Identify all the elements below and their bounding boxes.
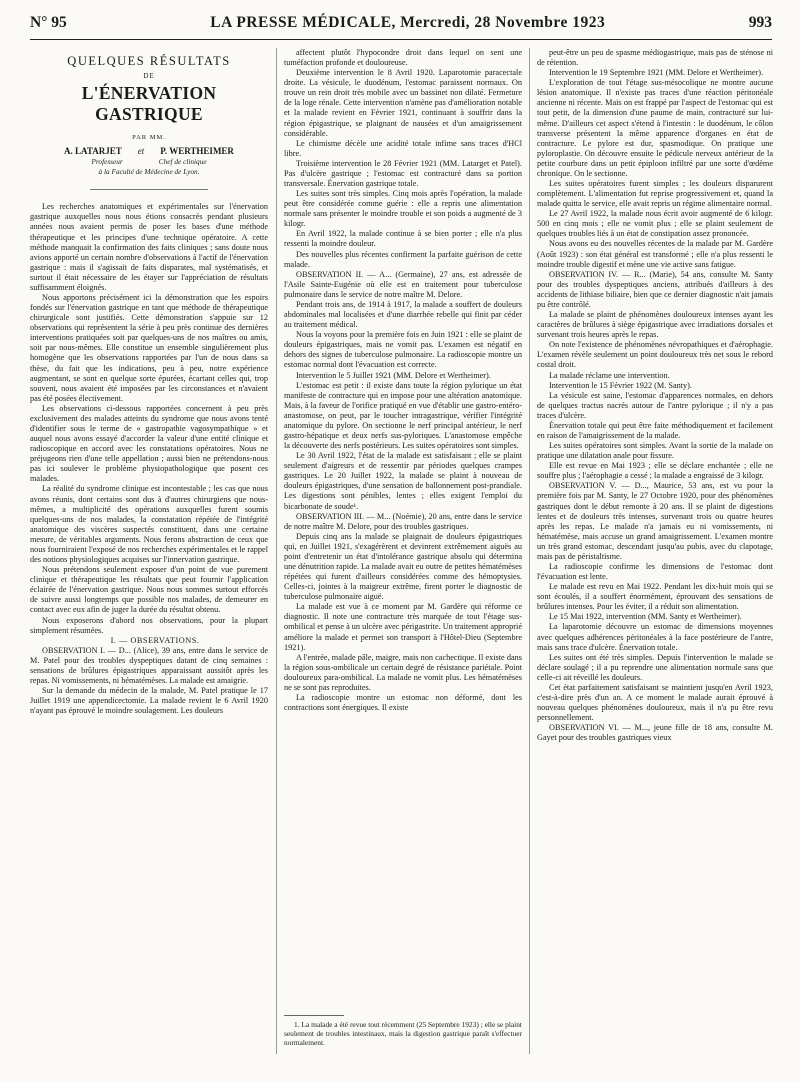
author-conjunction: et [137,145,145,156]
paragraph: Les observations ci-dessous rapportées concernent à peu près exclusivement des malades atteints du syndrome que nous avons tenté d'identifier sous le terme de « gastropathie vagosympathique » et auquel nous avons essayé d'accorder la valeur d'une entité clinique et radioscopique en accord avec les constatations opératoires. Nous ne préjugeons rien d'une telle appellation ; aussi bien ne prétendons-nous pas ici soulever le problème physiopathologique que posent ces malades. [30,403,268,484]
paragraph: La vésicule est saine, l'estomac d'apparences normales, en dehors de quelques tractus nacrés autour de l'antre pylorique ; il n'y a pas traces d'ulcère. [537,390,773,420]
paragraph: Des nouvelles plus récentes confirment la parfaite guérison de cette malade. [284,249,522,269]
paragraph: On note l'existence de phénomènes névropathiques et d'aérophagie. L'examen révèle seulement un point douloureux très net sous le rebord costal droit. [537,340,773,370]
faculty: à la Faculté de Médecine de Lyon. [98,167,200,177]
column-1 [30,48,268,716]
paragraph: Nous la voyons pour la première fois en Juin 1921 : elle se plaint de douleurs épigastriques, mais ne vomit pas. L'examen est négatif en dehors des signes de tuberculose pulmonaire. La radioscopie montre un estomac normal dont l'évacuation est correcte. [284,330,522,370]
page-number: 993 [748,14,772,31]
paragraph: OBSERVATION VI. — M..., jeune fille de 18 ans, consulte M. Gayet pour des troubles gastriques vieux [537,723,773,743]
paragraph: peut-être un peu de spasme médiogastrique, mais pas de sténose ni de rétention. [537,48,773,68]
paragraph: Nous exposerons d'abord nos observations, pour la plupart simplement résumées. [30,615,268,635]
author-roles [30,158,268,167]
paragraph: Sur la demande du médecin de la malade, M. Patel pratique le 17 Juillet 1919 une appendicectomie. La malade revient le 6 Avril 1920 n'ayant pas éprouvé le moindre soulagement. Les douleurs [30,686,268,716]
paragraph: affectent plutôt l'hypocondre droit dans lequel on sent une tuméfaction profonde et douloureuse. [284,48,522,68]
footnote-rule [284,1015,344,1016]
paragraph: Les suites sont très simples. Cinq mois après l'opération, la malade peut être considérée comme guérie : elle a repris une alimentation normale sans présenter le moindre trouble et son poids a augmenté de 3 kilogr. [284,189,522,229]
title-de: DE [143,72,155,81]
paragraph: OBSERVATION III. — M... (Noémie), 20 ans, entre dans le service de notre maître M. Delore, pour des troubles gastriques. [284,511,522,531]
column-3 [537,48,773,743]
paragraph: La radioscopie montre un estomac non déformé, dont les contractions sont énergiques. Il existe [284,693,522,713]
paragraph: OBSERVATION II. — A... (Germaine), 27 ans, est adressée de l'Asile Sainte-Eugénie où elle est en traitement pour tuberculose pulmonaire dans le service de notre maître M. Delore. [284,269,522,299]
paragraph: Les suites opératoires furent simples ; les douleurs disparurent complètement. L'alimentation fut reprise progressivement et, quand la malade quitta le service, elle avait repris un régime alimentaire normal. [537,179,773,209]
paragraph: Deuxième intervention le 8 Avril 1920. Laparotomie paracectale droite. La vésicule, le duodénum, l'estomac paraissent normaux. On trouve un rein droit très mobile avec un bassinet non dilaté. Fermeture de la loge rénale. Cette intervention n'amène pas d'amélioration notable et la malade revient en Février 1921, continuant à souffrir dans la région épigastrique, se plaignant de nausées et d'un amaigrissement considérable. [284,68,522,138]
byline-par: PAR MM. [132,133,166,141]
title-rule [90,189,208,190]
paragraph: En Avril 1922, la malade continue à se bien porter ; elle n'a plus ressenti la moindre douleur. [284,229,522,249]
paragraph: Intervention le 19 Septembre 1921 (MM. Delore et Wertheimer). [549,68,764,78]
footnote [284,1015,522,1047]
role-2: Chef de clinique [158,157,207,167]
role-1: Professeur [91,157,123,167]
paragraph: Le 27 Avril 1922, la malade nous écrit avoir augmenté de 6 kilogr. 500 en cinq mois ; elle ne vomit plus ; elle se plaint seulement de quelques troubles liés à un état de constipation assez prononcée. [537,209,773,239]
paragraph: Depuis cinq ans la malade se plaignait de douleurs épigastriques qui, en Juillet 1921, s'exagérèrent et devinrent extrêmement aiguës au point d'entretenir un état d'intolérance gastrique absolu qui détermina une dénutrition rapide. La malade avait eu outre de petites hématémèses répétées qui furent d'ailleurs considérées comme des hémoptysies. Celles-ci, jointes à la maigreur extrême, firent porter le diagnostic de tuberculose pulmonaire aiguë. [284,531,523,602]
paragraph: OBSERVATION V. — D..., Maurice, 53 ans, est vu pour la première fois par M. Santy, le 27 Octobre 1920, pour des phénomènes gastriques dont le début remonte à 20 ans. Il se plaint de digestions lentes et de douleurs très intenses, survenant trois ou quatre heures après les repas. Le malade n'a jamais eu ni vomissements, ni hématémèse, mais accuse un grand amaigrissement. L'examen montre un très grand estomac, descendant jusqu'au pubis, avec du clapotage, mais pas de péristaltisme. [537,481,773,561]
paragraph: La radioscopie confirme les dimensions de l'estomac dont l'évacuation est lente. [537,561,773,582]
paragraph: Cet état parfaitement satisfaisant se maintient jusqu'en Avril 1923, c'est-à-dire près d'un an. A ce moment le malade aurait éprouvé à nouveau quelques phénomènes douloureux, mais il n'a pu être revu personnellement. [537,682,773,723]
paragraph: Les recherches anatomiques et expérimentales sur l'énervation gastrique auxquelles nous nous étions consacrés pendant plusieurs années nous avaient permis de poser les bases d'une méthode thérapeutique et les principes d'une technique opératoire. A cette méthode manquait la confirmation des faits cliniques ; sans doute nous avions apporté un certain nombre d'observations à l'actif de l'énervation gastrique : mais il s'agissait de faits disparates, mal systématisés, et surtout il était nécessaire de les étayer sur l'appréciation de résultats suffisamment éloignés. [30,202,268,292]
paragraph: Elle est revue en Mai 1923 ; elle se déclare enchantée ; elle ne souffre plus ; l'aérophagie a cessé ; la malade a engraissé de 3 kilogr. [537,461,773,481]
paragraph: L'exploration de tout l'étage sus-mésocolique ne montre aucune lésion anatomique. Il n'existe pas traces d'une réaction péritonéale ancienne ni récente. Mais on est frappé par l'aspect de l'estomac qui est tout petit, de la dimension d'une paume de main, contracturé sur lui-même. D'ailleurs cet aspect s'étend à l'intestin : le duodénum, le côlon transverse présentent la même apparence d'organes en état de contracture. Le pylore est dur, spasmodique. On pratique une pyloroplastie. On découvre ensuite le pédicule nerveux antérieur de la petite courbure dans un petit épiploon infiltré par une sorte d'œdème chronique. On le sectionne. [537,78,773,178]
paragraph: Intervention le 5 Juillet 1921 (MM. Delore et Wertheimer). [296,370,491,380]
paragraph: La malade se plaint de phénomènes douloureux intenses ayant les caractères de brûlures à siège épigastrique avec irradiations dorsales et survenant trois heures après le repas. [537,310,773,340]
paragraph: Nous prétendons seulement exposer d'un point de vue purement clinique et thérapeutique les résultats que peut fournir l'application éclairée de l'énervation gastrique. Nous nous sommes surtout efforcés de suivre aussi longtemps que possible nos malades, de demeurer en contact avec eux afin de juger la durée du résultat obtenu. [30,565,268,615]
paragraph: Les suites ont été très simples. Depuis l'intervention le malade se déclare soulagé ; il a pu reprendre une alimentation normale sans que celle-ci ait réveillé les douleurs. [537,652,773,682]
paragraph: A l'entrée, malade pâle, maigre, mais non cachectique. Il existe dans la région sous-ombilicale un certain degré de résistance pariétale. Point douloureux para-ombilical. La malade ne vomit plus. Les hématémèses ne se sont pas reproduites. [284,652,522,692]
section-heading: I. — OBSERVATIONS. [110,635,200,645]
column-2 [284,48,522,713]
paragraph: La réalité du syndrome clinique est incontestable ; les cas que nous avons réunis, dont certains sont dus à d'autres chirurgiens que nous-mêmes, a multiplicité des opérations auxquelles furent soumis quelques-uns de nos malades, la constatation répétée de l'intégrité anatomique des viscères suspectés constituent, dans une certaine mesure, de véritables arguments. Nous ferons abstraction de ceux que nous fourniraient l'exposé de nos recherches expérimentales et le rappel des notions physiologiques acquises sur l'innervation gastrique. [30,484,268,565]
paragraph: Intervention le 15 Février 1922 (M. Santy). [549,380,692,390]
paragraph: OBSERVATION I. — D... (Alice), 39 ans, entre dans le service de M. Patel pour des troubles dyspeptiques datant de cinq semaines : sensations de brûlures épigastriques apparaissant aussitôt après les repas. Ni vomissements, ni hématémèses. La malade est amaigrie. [30,645,268,686]
column-separator [276,48,277,1054]
paragraph: Le chimisme décèle une acidité totale infime sans traces d'HCl libre. [284,138,522,158]
paragraph: L'estomac est petit : il existe dans toute la région pylorique un état manifeste de contracture qui en impose pour une altération anatomique. Mais, à la faveur de l'orifice pratiqué en vue d'établir une gastro-entéro-anastomose, on peut, par le toucher intragastrique, vérifier l'intégrité anatomique du pylore. On sectionne le nerf principal antérieur, le nerf gastro-hépatique et deux nerfs sus-pyloriques. L'anastomose empêche la découverte des nerfs postérieurs. Les suites opératoires sont simples. [284,380,522,451]
title-small: QUELQUES RÉSULTATS [67,54,231,68]
article-title: L'ÉNERVATION GASTRIQUE [81,82,217,125]
paragraph: Troisième intervention le 28 Février 1921 (MM. Latarget et Patel). Pas d'ulcère gastrique ; l'estomac est contracturé dans sa portion transversale. Énervation gastrique totale. [284,158,522,189]
paragraph: OBSERVATION IV. — R... (Marie), 54 ans, consulte M. Santy pour des troubles dyspeptiques anciens, attribués d'ailleurs à des accidents de lithiase biliaire, bien que ce dernier diagnostic n'ait jamais pu être contrôlé. [537,269,773,309]
issue-number: N° 95 [30,14,67,31]
paragraph: Le 30 Avril 1922, l'état de la malade est satisfaisant ; elle se plaint seulement d'aigreurs et de ressentir par périodes quelques crampes gastriques. Le 20 Juillet 1922, la malade se plaint à nouveau de douleurs épigastriques, d'une sensation de ballonnement post-prandiale. Les digestions sont pénibles, lentes ; elles exigent l'emploi du bicarbonate de soude¹. [284,451,522,511]
masthead [30,14,772,40]
paragraph: La malade réclame une intervention. [549,370,670,380]
column-1-body [30,202,268,635]
footnote-text: 1. La malade a été revue tout récemment (25 Septembre 1923) ; elle se plaint seulement de troubles intestinaux, mais la digestion gastrique paraît s'effectuer normalement. [284,1020,522,1048]
article-title-block [30,54,268,177]
paragraph: Nous apportons précisément ici la démonstration que les espoirs fondés sur l'énervation gastrique en tant que méthode de thérapeutique chirurgicale sont justifiés. Cette démonstration s'appuie sur 12 observations qui représentent la série à peu près continue des dernières interventions pratiquées soit par quelques-uns de nos maîtres ou amis, soit par nous-mêmes. Elle constitue un ensemble singulièrement plus homogène que les observations rapportées par l'un de nous dans sa thèse, du fait que les indications, peu à peu, notre expérience augmentant, se sont en quelque sorte épurées, écartant celles qui, trop souvent, nous avaient été imposées par les circonstances et n'avaient pas été posées électivement. [30,293,268,403]
paragraph: Énervation totale qui peut être faite méthodiquement et facilement en raison de l'amaigrissement de la malade. [537,420,773,440]
author-wertheimer: P. WERTHEIMER [160,145,234,156]
paragraph: Le malade est revu en Mai 1922. Pendant les dix-huit mois qui se sont écoulés, il a souffert énormément, éprouvant des sensations de brûlures intenses. Pour les éviter, il a réduit son alimentation. [537,582,773,612]
paragraph: Nous avons eu des nouvelles récentes de la malade par M. Gardère (Août 1923) : son état général est transformé ; elle n'a plus ressenti le moindre trouble digestif et mène une vie active sans fatigue. [537,239,773,269]
paragraph: Le 15 Mai 1922, intervention (MM. Santy et Wertheimer). [549,612,742,622]
paragraph: La laparotomie découvre un estomac de dimensions moyennes avec quelques adhérences péritonéales à la face postérieure de l'antre, mais sans trace d'ulcère. Énervation totale. [537,622,773,652]
author-latarjet: A. LATARJET [64,145,122,156]
authors [30,146,268,157]
paragraph: Pendant trois ans, de 1914 à 1917, la malade a souffert de douleurs abdominales mal localisées et d'une diarrhée rebelle qui finit par céder au traitement médical. [284,299,522,330]
journal-title: LA PRESSE MÉDICALE, Mercredi, 28 Novembre 1923 [210,14,606,31]
column-separator [529,48,530,1054]
paragraph: Les suites opératoires sont simples. Avant la sortie de la malade on pratique une dilatation anale pour fissure. [537,441,773,461]
paragraph: La malade est vue à ce moment par M. Gardère qui réforme ce diagnostic. Il note une contracture très marquée de tout l'étage sus-ombilical et pense à un ulcère avec périgastrite. Un traitement approprié améliore la malade et permet son transport à l'Hôtel-Dieu (Septembre 1921). [284,602,523,652]
column-1-observations [30,646,268,717]
